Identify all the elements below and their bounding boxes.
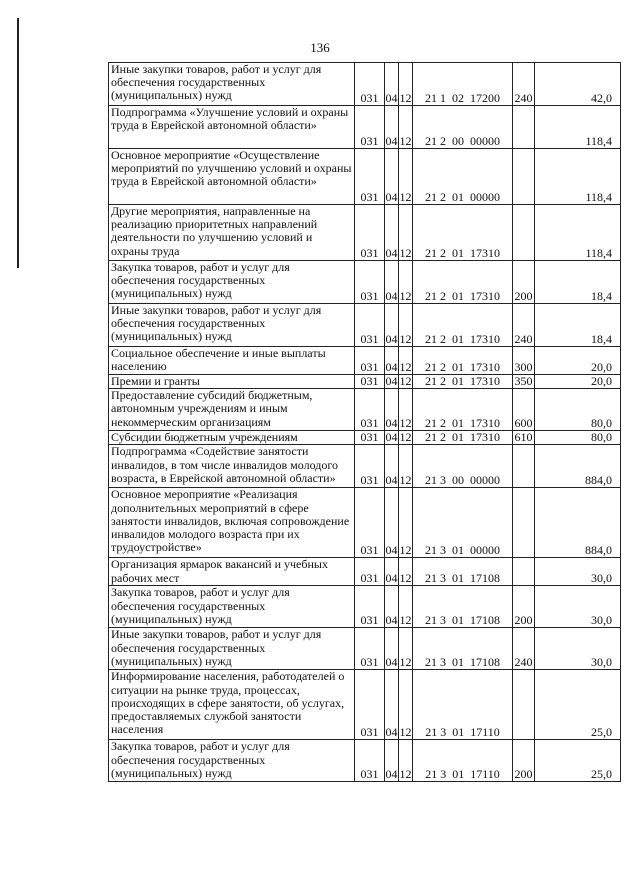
subsection-code-cell: 12 [399,347,413,375]
section-code-cell: 04 [385,558,399,586]
section-code-cell: 04 [385,374,398,388]
table-row [109,488,621,558]
target-article-cell: 21 3 01 00000 [413,488,513,558]
row-name-cell: Закупка товаров, работ и услуг для обеспечения государственных (муниципальных) нужд [109,261,355,304]
subsection-code-cell: 12 [399,389,413,431]
expense-type-cell: 200 [513,261,535,304]
table-row [109,63,621,106]
table-row [109,347,621,375]
ministry-code-cell: 031 [355,261,385,304]
ministry-code-cell: 031 [355,445,385,488]
amount-cell: 25,0 [535,670,621,740]
row-name-cell: Другие мероприятия, направленные на реализацию приоритетных направлений деятельности по улучшению условий и охраны труда [109,205,355,261]
section-code-cell: 04 [385,670,399,740]
row-name-cell: Организация ярмарок вакансий и учебных рабочих мест [109,558,355,586]
table-row [109,304,621,347]
amount-cell: 118,4 [535,205,621,261]
target-article-cell: 21 3 00 00000 [413,445,513,488]
page-number: 136 [310,40,330,55]
expense-type-cell: 240 [513,63,535,106]
target-article-cell: 21 2 01 17310 [413,261,513,304]
row-name-cell: Подпрограмма «Улучшение условий и охраны труда в Еврейской автономной области» [109,106,355,149]
expense-type-cell [513,106,535,149]
section-code-cell: 04 [385,430,398,445]
amount-cell: 30,0 [535,628,621,670]
table-row [109,670,621,740]
section-code-cell: 04 [385,205,399,261]
section-code-cell: 04 [385,740,399,782]
ministry-code-cell: 031 [355,586,385,628]
table-row [109,149,621,205]
ministry-code-cell: 031 [355,670,385,740]
ministry-code-cell: 031 [355,488,385,558]
ministry-code-cell: 031 [355,106,385,149]
table-row [109,586,621,628]
table-row [109,261,621,304]
expense-type-cell [513,149,535,205]
section-code-cell: 04 [385,304,399,347]
amount-cell: 80,0 [535,389,621,431]
row-name-cell: Иные закупки товаров, работ и услуг для обеспечения государственных (муниципальных) нужд [109,304,355,347]
amount-cell: 25,0 [535,740,621,782]
ministry-code-cell: 031 [355,740,385,782]
subsection-code-cell: 12 [399,445,413,488]
amount-cell: 42,0 [535,63,621,106]
ministry-code-cell: 031 [355,149,385,205]
expense-type-cell: 240 [513,628,535,670]
row-name-cell: Закупка товаров, работ и услуг для обеспечения государственных (муниципальных) нужд [109,740,355,782]
expense-type-cell [513,670,535,740]
section-code-cell: 04 [385,488,399,558]
amount-cell: 18,4 [535,261,621,304]
expense-type-cell [513,205,535,261]
subsection-code-cell: 12 [399,558,413,586]
amount-cell: 30,0 [535,558,621,586]
amount-cell: 30,0 [535,586,621,628]
expense-type-cell: 200 [513,586,535,628]
table-row [109,431,621,445]
row-name-cell: Предоставление субсидий бюджетным, автономным учреждениям и иным некоммерческим организациям [109,389,355,431]
table-row [109,375,621,389]
section-code-cell: 04 [385,106,399,149]
subsection-code-cell: 12 [399,205,413,261]
subsection-code-cell: 12 [399,374,412,388]
ministry-code-cell: 031 [355,558,385,586]
expense-type-cell: 610 [514,430,533,445]
section-code-cell: 04 [385,347,399,375]
row-name-cell: Основное мероприятие «Реализация дополнительных мероприятий в сфере занятости инвалидов, включая сопровождение инвалидов молодого возраста при их трудоустройстве» [109,488,355,558]
budget-table-body [109,63,621,782]
row-name-cell: Социальное обеспечение и иные выплаты населению [109,347,355,375]
subsection-code-cell: 12 [399,304,413,347]
table-row [109,740,621,782]
ministry-code-cell: 031 [355,389,385,431]
target-article-cell: 21 1 02 17200 [413,63,513,106]
ministry-code-cell: 031 [355,63,385,106]
target-article-cell: 21 2 01 17310 [413,304,513,347]
amount-cell: 20,0 [535,375,621,389]
target-article-cell: 21 2 01 00000 [413,149,513,205]
subsection-code-cell: 12 [399,149,413,205]
row-name-cell: Иные закупки товаров, работ и услуг для обеспечения государственных (муниципальных) нужд [109,628,355,670]
expense-type-cell [513,558,535,586]
budget-table [108,62,621,782]
target-article-cell: 21 3 01 17108 [413,586,513,628]
target-article-cell: 21 2 01 17310 [413,431,513,445]
amount-cell: 884,0 [535,488,621,558]
table-row [109,628,621,670]
subsection-code-cell: 12 [399,488,413,558]
target-article-cell: 21 2 01 17310 [413,347,513,375]
target-article-cell: 21 2 01 17310 [413,205,513,261]
expense-type-cell [513,488,535,558]
ministry-code-cell: 031 [355,205,385,261]
section-code-cell: 04 [385,628,399,670]
ministry-code-cell: 031 [355,304,385,347]
section-code-cell: 04 [385,389,399,431]
table-row [109,205,621,261]
target-article-cell: 21 2 01 17310 [413,375,513,389]
row-name-cell: Закупка товаров, работ и услуг для обеспечения государственных (муниципальных) нужд [109,586,355,628]
amount-cell: 80,0 [535,431,621,445]
expense-type-cell: 240 [513,304,535,347]
ministry-code-cell: 031 [355,431,385,445]
row-name-cell: Субсидии бюджетным учреждениям [109,431,355,445]
target-article-cell: 21 2 01 17310 [413,389,513,431]
target-article-cell: 21 3 01 17108 [413,558,513,586]
amount-cell: 884,0 [535,445,621,488]
amount-cell: 118,4 [535,106,621,149]
row-name-cell: Подпрограмма «Содействие занятости инвалидов, в том числе инвалидов молодого возраста, в Еврейской автономной области» [109,445,355,488]
amount-cell: 20,0 [535,347,621,375]
section-code-cell: 04 [385,149,399,205]
row-name-cell: Премии и гранты [109,375,355,389]
subsection-code-cell: 12 [399,430,412,445]
section-code-cell: 04 [385,261,399,304]
target-article-cell: 21 3 01 17110 [413,740,513,782]
expense-type-cell [513,445,535,488]
subsection-code-cell: 12 [399,628,413,670]
subsection-code-cell: 12 [399,740,413,782]
subsection-code-cell: 12 [399,63,413,106]
subsection-code-cell: 12 [399,586,413,628]
row-name-cell: Иные закупки товаров, работ и услуг для обеспечения государственных (муниципальных) нужд [109,63,355,106]
subsection-code-cell: 12 [399,670,413,740]
expense-type-cell: 200 [513,740,535,782]
table-row [109,445,621,488]
section-code-cell: 04 [385,586,399,628]
expense-type-cell: 350 [514,374,533,388]
expense-type-cell: 600 [513,389,535,431]
ministry-code-cell: 031 [355,628,385,670]
ministry-code-cell: 031 [355,347,385,375]
amount-cell: 18,4 [535,304,621,347]
row-name-cell: Информирование населения, работодателей о ситуации на рынке труда, процессах, происходящих в сфере занятости, об услугах, предоставляемых службой занятости населения [109,670,355,740]
table-row [109,389,621,431]
amount-cell: 118,4 [535,149,621,205]
target-article-cell: 21 3 01 17108 [413,628,513,670]
section-code-cell: 04 [385,63,399,106]
subsection-code-cell: 12 [399,106,413,149]
subsection-code-cell: 12 [399,261,413,304]
table-row [109,106,621,149]
target-article-cell: 21 2 00 00000 [413,106,513,149]
section-code-cell: 04 [385,445,399,488]
target-article-cell: 21 3 01 17110 [413,670,513,740]
row-name-cell: Основное мероприятие «Осуществление мероприятий по улучшению условий и охраны труда в Еврейской автономной области» [109,149,355,205]
expense-type-cell: 300 [513,347,535,375]
ministry-code-cell: 031 [355,375,385,389]
table-row [109,558,621,586]
